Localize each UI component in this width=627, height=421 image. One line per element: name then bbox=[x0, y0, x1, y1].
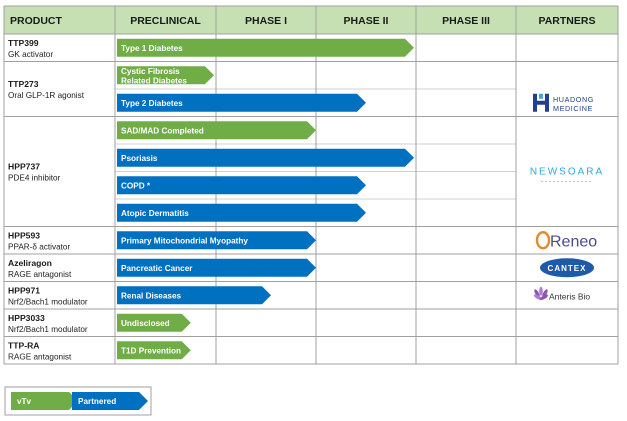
header-partners: PARTNERS bbox=[538, 15, 596, 27]
anteris-text: Anteris Bio bbox=[549, 291, 591, 302]
product-name-hpp3033: HPP3033 bbox=[8, 312, 45, 323]
bar-label-renal-diseases: Renal Diseases bbox=[121, 291, 182, 301]
header-phase-iii: PHASE III bbox=[442, 15, 490, 27]
product-subtitle: RAGE antagonist bbox=[8, 352, 72, 362]
huadong-logo-icon bbox=[533, 94, 594, 113]
huadong-mark-accent bbox=[539, 94, 543, 99]
header-product: PRODUCT bbox=[10, 15, 62, 27]
product-subtitle: PDE4 inhibitor bbox=[8, 173, 61, 183]
reneo-swoosh bbox=[537, 232, 549, 248]
product-subtitle: Nrf2/Bach1 modulator bbox=[8, 324, 88, 334]
header-phase-ii: PHASE II bbox=[343, 15, 389, 27]
bar-label-sad-mad-completed: SAD/MAD Completed bbox=[121, 126, 204, 136]
pipeline-bar-psoriasis bbox=[117, 149, 414, 167]
bar-label-t1d-prevention: T1D Prevention bbox=[121, 346, 182, 356]
reneo-logo-icon bbox=[537, 232, 597, 250]
huadong-mark-left bbox=[533, 94, 537, 112]
pipeline-bar-copd bbox=[117, 176, 366, 194]
product-subtitle: Nrf2/Bach1 modulator bbox=[8, 297, 88, 307]
bar-label-primary-mitochondrial-myopathy: Primary Mitochondrial Myopathy bbox=[121, 236, 248, 246]
bar-label-type-2-diabetes: Type 2 Diabetes bbox=[121, 98, 183, 108]
product-name-azeliragon: Azeliragon bbox=[8, 257, 52, 268]
bar-label-copd: COPD * bbox=[121, 181, 151, 191]
huadong-text: MEDICINE bbox=[553, 103, 593, 113]
bar-label-atopic-dermatitis: Atopic Dermatitis bbox=[121, 208, 189, 218]
huadong-text: HUADONG bbox=[553, 94, 594, 104]
cantex-logo-icon bbox=[540, 258, 594, 277]
newsoara-logo-icon bbox=[530, 167, 604, 182]
bar-label-type-1-diabetes: Type 1 Diabetes bbox=[121, 43, 183, 53]
legend-label-partnered: Partnered bbox=[78, 397, 117, 406]
product-name-ttp-ra: TTP-RA bbox=[8, 340, 40, 351]
product-subtitle: GK activator bbox=[8, 49, 54, 59]
newsoara-text: NEWSOARA bbox=[529, 166, 605, 178]
anteris-logo-icon bbox=[533, 287, 590, 302]
bar-label-psoriasis: Psoriasis bbox=[121, 153, 158, 163]
product-name-ttp399: TTP399 bbox=[8, 37, 39, 48]
product-subtitle: RAGE antagonist bbox=[8, 269, 72, 279]
huadong-mark-right bbox=[545, 94, 549, 112]
bar-label-undisclosed: Undisclosed bbox=[121, 318, 170, 328]
product-name-hpp593: HPP593 bbox=[8, 230, 41, 241]
reneo-text: Reneo bbox=[550, 233, 598, 251]
product-subtitle: PPAR-δ activator bbox=[8, 242, 71, 252]
anteris-petal bbox=[539, 287, 543, 296]
legend-label-vtv: vTv bbox=[17, 397, 32, 406]
product-name-ttp273: TTP273 bbox=[8, 79, 39, 89]
huadong-mark-mid bbox=[537, 101, 545, 105]
product-name-hpp971: HPP971 bbox=[8, 285, 41, 296]
product-subtitle: Oral GLP-1R agonist bbox=[8, 91, 84, 100]
header-phase-i: PHASE I bbox=[244, 15, 288, 27]
header-preclinical: PRECLINICAL bbox=[130, 15, 201, 27]
header-background bbox=[4, 6, 618, 34]
product-name-hpp737: HPP737 bbox=[8, 161, 41, 172]
bar-label-pancreatic-cancer: Pancreatic Cancer bbox=[121, 263, 193, 273]
bar-label-cystic-fibrosis-related-diabetes: Cystic Fibrosis Related Diabetes bbox=[121, 66, 187, 86]
cantex-text: CANTEX bbox=[547, 263, 587, 273]
